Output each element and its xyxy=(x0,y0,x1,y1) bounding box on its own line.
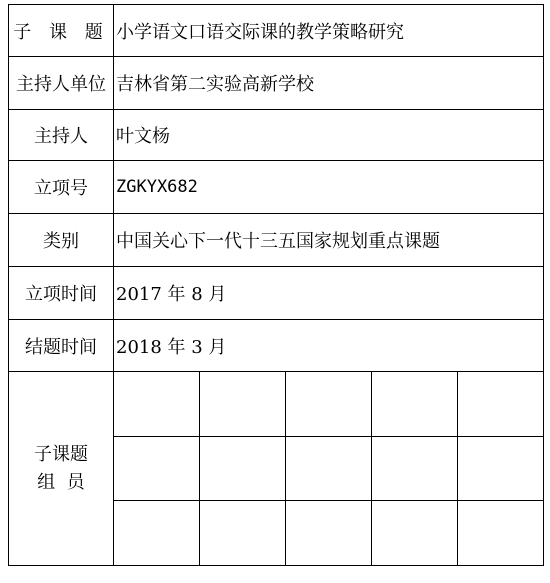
row-approval-date xyxy=(9,267,544,320)
label-members xyxy=(9,372,114,566)
members-grid xyxy=(114,372,543,565)
members-grid-row xyxy=(114,372,543,436)
members-label-line1: 子课题 xyxy=(34,443,88,465)
row-host-person xyxy=(9,110,544,161)
row-host-unit xyxy=(9,57,544,110)
label-host-unit: 主持人单位 xyxy=(9,57,114,110)
member-cell[interactable] xyxy=(114,436,200,501)
value-host-person: 叶文杨 xyxy=(114,110,544,161)
member-cell[interactable] xyxy=(114,372,200,436)
row-members xyxy=(9,372,544,566)
label-project-number: 立项号 xyxy=(9,161,114,214)
member-cell[interactable] xyxy=(371,436,457,501)
member-cell[interactable] xyxy=(457,372,543,436)
member-cell[interactable] xyxy=(371,501,457,565)
value-project-number: ZGKYX682 xyxy=(114,161,544,214)
label-category: 类别 xyxy=(9,214,114,267)
row-project-number xyxy=(9,161,544,214)
label-completion-date: 结题时间 xyxy=(9,320,114,372)
member-cell[interactable] xyxy=(286,436,372,501)
label-approval-date: 立项时间 xyxy=(9,267,114,320)
project-info-table xyxy=(8,4,544,566)
member-cell[interactable] xyxy=(457,436,543,501)
row-completion-date xyxy=(9,320,544,372)
member-cell[interactable] xyxy=(371,372,457,436)
members-label-line2: 组 员 xyxy=(37,471,85,493)
member-cell[interactable] xyxy=(200,501,286,565)
value-completion-date: 2018 年 3 月 xyxy=(114,320,544,372)
row-subproject-title xyxy=(9,5,544,57)
value-approval-date: 2017 年 8 月 xyxy=(114,267,544,320)
member-cell[interactable] xyxy=(457,501,543,565)
member-cell[interactable] xyxy=(200,436,286,501)
value-host-unit: 吉林省第二实验高新学校 xyxy=(114,57,544,110)
member-cell[interactable] xyxy=(286,372,372,436)
project-info-form xyxy=(8,4,544,565)
value-subproject-title: 小学语文口语交际课的教学策略研究 xyxy=(114,5,544,57)
label-host-person: 主持人 xyxy=(9,110,114,161)
row-category xyxy=(9,214,544,267)
member-cell[interactable] xyxy=(200,372,286,436)
member-cell[interactable] xyxy=(114,501,200,565)
member-cell[interactable] xyxy=(286,501,372,565)
members-grid-row xyxy=(114,501,543,565)
members-grid-holder xyxy=(114,372,544,566)
value-category: 中国关心下一代十三五国家规划重点课题 xyxy=(114,214,544,267)
label-subproject-title: 子 课 题 xyxy=(9,5,114,57)
members-grid-row xyxy=(114,436,543,501)
